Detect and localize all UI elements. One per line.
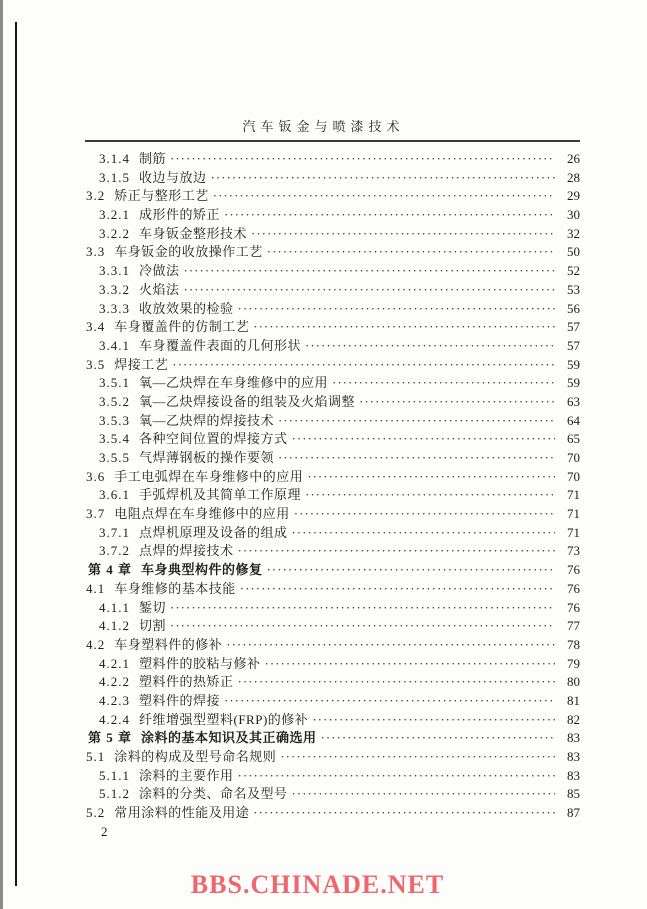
toc-entry xyxy=(86,767,580,786)
toc-entry xyxy=(86,617,580,636)
toc-entry-number: 3.7.1 xyxy=(99,524,130,540)
toc-entry xyxy=(86,300,580,319)
toc-entry-page: 65 xyxy=(567,431,580,447)
toc-entry-page: 50 xyxy=(567,244,580,260)
toc-leader-dots xyxy=(292,524,555,543)
toc-entry-page: 85 xyxy=(567,786,580,802)
toc-entry xyxy=(86,599,580,618)
toc-entry xyxy=(86,711,580,730)
toc-leader-dots xyxy=(170,599,555,618)
toc-leader-dots xyxy=(184,281,555,300)
toc-entry-title: 车身典型构件的修复 xyxy=(141,562,263,578)
toc-entry-title: 涂料的构成及型号命名规则 xyxy=(114,749,277,764)
toc-leader-dots xyxy=(278,412,555,431)
toc-entry-number: 4.2.2 xyxy=(99,674,130,690)
toc-entry-title: 气焊薄钢板的操作要领 xyxy=(139,450,275,465)
toc-leader-dots xyxy=(253,804,555,823)
toc-entry-page: 57 xyxy=(567,337,580,353)
toc-entry-number: 第 4 章 xyxy=(88,562,133,578)
toc-entry-page: 64 xyxy=(567,412,580,428)
toc-entry-title: 车身覆盖件表面的几何形状 xyxy=(139,337,302,353)
toc-entry-title: 涂料的基本知识及其正确选用 xyxy=(141,730,317,746)
toc-entry-number: 5.1.1 xyxy=(99,767,130,783)
toc-entry-page: 83 xyxy=(567,749,580,764)
toc-entry-title: 焊接工艺 xyxy=(114,356,169,372)
toc-entry-page: 83 xyxy=(567,730,580,746)
toc-entry xyxy=(86,243,580,262)
toc-entry xyxy=(86,430,580,449)
toc-entry xyxy=(86,281,580,300)
toc-entry-number: 3.5.3 xyxy=(99,412,130,428)
toc-leader-dots xyxy=(238,767,555,786)
toc-leader-dots xyxy=(170,617,555,636)
toc-entry-title: 车身维修的基本技能 xyxy=(114,580,236,596)
toc-entry-title: 纤维增强型塑料(FRP)的修补 xyxy=(139,711,309,727)
toc-entry-number: 4.2.3 xyxy=(99,692,130,708)
toc-entry xyxy=(86,187,580,206)
toc-entry-title: 车身钣金的收放操作工艺 xyxy=(114,244,263,260)
toc-entry-page: 70 xyxy=(567,450,580,465)
toc-entry xyxy=(86,393,580,412)
toc-entry xyxy=(86,748,580,767)
toc-entry xyxy=(86,804,580,823)
toc-entry-number: 3.2.2 xyxy=(99,225,130,241)
toc-entry-number: 4.1.2 xyxy=(99,618,130,634)
toc-entry-page: 26 xyxy=(567,151,580,166)
watermark-text: BBS.CHINADE.NET xyxy=(190,870,445,899)
toc-leader-dots xyxy=(267,243,555,262)
toc-entry-number: 3.6.1 xyxy=(99,487,130,503)
toc-entry-title: 冷做法 xyxy=(139,263,180,279)
toc-entry-page: 59 xyxy=(567,375,580,391)
toc-entry-page: 63 xyxy=(567,393,580,409)
toc-entry-title: 电阻点焊在车身维修中的应用 xyxy=(114,506,290,522)
toc-leader-dots xyxy=(305,337,555,356)
toc-leader-dots xyxy=(238,542,555,561)
toc-entry-title: 制筋 xyxy=(139,151,167,166)
toc-entry xyxy=(86,356,580,375)
toc-entry xyxy=(86,374,580,393)
toc-entry-number: 3.4.1 xyxy=(99,337,130,353)
toc-entry-page: 73 xyxy=(567,543,580,559)
toc-entry-number: 3.3.1 xyxy=(99,263,130,279)
toc-entry xyxy=(86,542,580,561)
toc-entry-page: 30 xyxy=(567,207,580,223)
toc-entry xyxy=(86,505,580,524)
toc-leader-dots xyxy=(172,356,555,375)
toc-entry xyxy=(86,225,580,244)
toc-entry-title: 涂料的分类、命名及型号 xyxy=(139,786,288,802)
toc-entry-title: 火焰法 xyxy=(139,281,180,297)
toc-entry-number: 3.3.2 xyxy=(99,281,130,297)
toc-leader-dots xyxy=(312,711,555,730)
page-number: 2 xyxy=(101,824,108,839)
toc-entry-title: 常用涂料的性能及用途 xyxy=(114,805,250,821)
toc-entry-number: 4.2.1 xyxy=(99,655,130,671)
toc-entry-number: 3.7 xyxy=(86,506,106,522)
toc-entry-title: 塑料件的热矫正 xyxy=(139,674,234,690)
toc-leader-dots xyxy=(213,187,555,206)
toc-leader-dots xyxy=(278,449,555,468)
toc-entry-title: 车身塑料件的修补 xyxy=(114,636,223,652)
toc-entry-page: 80 xyxy=(567,674,580,690)
toc-leader-dots xyxy=(267,561,555,580)
toc-entry xyxy=(86,262,580,281)
toc-leader-dots xyxy=(240,580,555,599)
toc-entry-title: 手工电弧焊在车身维修中的应用 xyxy=(114,468,304,484)
toc-entry-number: 3.2.1 xyxy=(99,207,130,223)
toc-entry-title: 塑料件的焊接 xyxy=(139,692,221,708)
toc-entry-page: 70 xyxy=(567,468,580,484)
toc-entry-number: 5.1 xyxy=(86,749,106,764)
toc-entry-number: 3.1.4 xyxy=(99,151,130,166)
toc-entry-number: 4.1.1 xyxy=(99,599,130,615)
page-left-border-line xyxy=(15,22,17,886)
toc-entry-page: 76 xyxy=(567,599,580,615)
toc-entry-title: 氧—乙炔焊接设备的组装及火焰调整 xyxy=(139,393,356,409)
toc-entry xyxy=(86,150,580,169)
toc-entry-title: 成形件的矫正 xyxy=(139,207,221,223)
toc-leader-dots xyxy=(359,393,555,412)
toc-entry-title: 车身覆盖件的仿制工艺 xyxy=(114,319,250,335)
toc-entry-number: 4.2 xyxy=(86,636,106,652)
toc-entry-number: 3.2 xyxy=(86,188,106,204)
toc-entry-title: 塑料件的胶粘与修补 xyxy=(139,655,261,671)
toc-leader-dots xyxy=(211,169,555,188)
toc-entry-page: 81 xyxy=(567,692,580,708)
toc-leader-dots xyxy=(238,300,555,319)
toc-entry-page: 28 xyxy=(567,169,580,185)
toc-leader-dots xyxy=(292,785,555,804)
toc-leader-dots xyxy=(184,262,555,281)
toc-entry-page: 78 xyxy=(567,636,580,652)
toc-entry xyxy=(86,206,580,225)
toc-entry-number: 5.1.2 xyxy=(99,786,130,802)
toc-leader-dots xyxy=(265,655,555,674)
toc-entry-title: 切割 xyxy=(139,618,167,634)
toc-entry-number: 3.3 xyxy=(86,244,106,260)
toc-leader-dots xyxy=(305,486,555,505)
toc-entry-title: 錾切 xyxy=(139,599,167,615)
toc-entry xyxy=(86,486,580,505)
toc-entry xyxy=(86,337,580,356)
toc-entry-title: 涂料的主要作用 xyxy=(139,767,234,783)
toc-entry-page: 76 xyxy=(567,562,580,578)
toc-entry-page: 71 xyxy=(567,506,580,522)
toc-entry xyxy=(86,318,580,337)
toc-leader-dots xyxy=(253,318,555,337)
toc-leader-dots xyxy=(321,729,555,748)
toc-entry-page: 56 xyxy=(567,300,580,316)
toc-entry-number: 3.7.2 xyxy=(99,543,130,559)
toc-entry xyxy=(86,524,580,543)
toc-leader-dots xyxy=(224,206,555,225)
toc-entry-page: 79 xyxy=(567,655,580,671)
toc-entry xyxy=(86,580,580,599)
toc-entry-number: 3.5.2 xyxy=(99,393,130,409)
toc-entry-title: 收放效果的检验 xyxy=(139,300,234,316)
toc-entry-number: 3.5.4 xyxy=(99,431,130,447)
toc-entry-page: 59 xyxy=(567,356,580,372)
toc-entry xyxy=(86,412,580,431)
toc-entry-page: 77 xyxy=(567,618,580,634)
toc-list xyxy=(86,150,580,823)
toc-leader-dots xyxy=(251,225,555,244)
toc-entry-number: 3.5 xyxy=(86,356,106,372)
toc-entry xyxy=(86,468,580,487)
toc-entry-number: 3.1.5 xyxy=(99,169,130,185)
toc-entry xyxy=(86,785,580,804)
toc-leader-dots xyxy=(332,374,555,393)
toc-entry-number: 3.5.5 xyxy=(99,450,130,465)
toc-entry-number: 3.5.1 xyxy=(99,375,130,391)
toc-entry-page: 82 xyxy=(567,711,580,727)
header-rule xyxy=(85,140,580,142)
scan-left-edge-strip xyxy=(0,0,3,909)
toc-entry-title: 氧—乙炔焊在车身维修中的应用 xyxy=(139,375,329,391)
toc-entry-page: 32 xyxy=(567,225,580,241)
toc-entry-number: 4.2.4 xyxy=(99,711,130,727)
toc-leader-dots xyxy=(224,692,555,711)
toc-entry xyxy=(86,449,580,468)
toc-leader-dots xyxy=(280,748,555,767)
toc-entry xyxy=(86,636,580,655)
toc-entry xyxy=(86,673,580,692)
toc-entry-title: 点焊的焊接技术 xyxy=(139,543,234,559)
toc-leader-dots xyxy=(307,468,555,487)
toc-leader-dots xyxy=(292,430,555,449)
toc-entry-page: 71 xyxy=(567,487,580,503)
toc-leader-dots xyxy=(226,636,555,655)
toc-entry-title: 收边与放边 xyxy=(139,169,207,185)
toc-leader-dots xyxy=(170,150,555,169)
toc-entry-number: 4.1 xyxy=(86,580,106,596)
toc-entry-title: 各种空间位置的焊接方式 xyxy=(139,431,288,447)
toc-entry-title: 车身钣金整形技术 xyxy=(139,225,248,241)
toc-entry xyxy=(86,169,580,188)
toc-entry-number: 5.2 xyxy=(86,805,106,821)
toc-entry-title: 氧—乙炔焊的焊接技术 xyxy=(139,412,275,428)
running-header-title: 汽车钣金与喷漆技术 xyxy=(242,119,405,134)
toc-entry-page: 71 xyxy=(567,524,580,540)
toc-entry-number: 3.3.3 xyxy=(99,300,130,316)
toc-entry-number: 3.4 xyxy=(86,319,106,335)
toc-entry-page: 76 xyxy=(567,580,580,596)
toc-entry-page: 29 xyxy=(567,188,580,204)
toc-entry-number: 3.6 xyxy=(86,468,106,484)
toc-entry-title: 手弧焊机及其简单工作原理 xyxy=(139,487,302,503)
toc-entry-page: 53 xyxy=(567,281,580,297)
toc-leader-dots xyxy=(294,505,555,524)
toc-entry-number: 第 5 章 xyxy=(88,730,133,746)
toc-entry xyxy=(86,655,580,674)
toc-entry xyxy=(86,692,580,711)
toc-entry-page: 57 xyxy=(567,319,580,335)
toc-entry-page: 83 xyxy=(567,767,580,783)
toc-entry-page: 87 xyxy=(567,805,580,821)
toc-entry-page: 52 xyxy=(567,263,580,279)
toc-entry xyxy=(86,561,580,580)
toc-leader-dots xyxy=(238,673,555,692)
toc-entry-title: 矫正与整形工艺 xyxy=(114,188,209,204)
toc-entry-title: 点焊机原理及设备的组成 xyxy=(139,524,288,540)
toc-entry xyxy=(86,729,580,748)
